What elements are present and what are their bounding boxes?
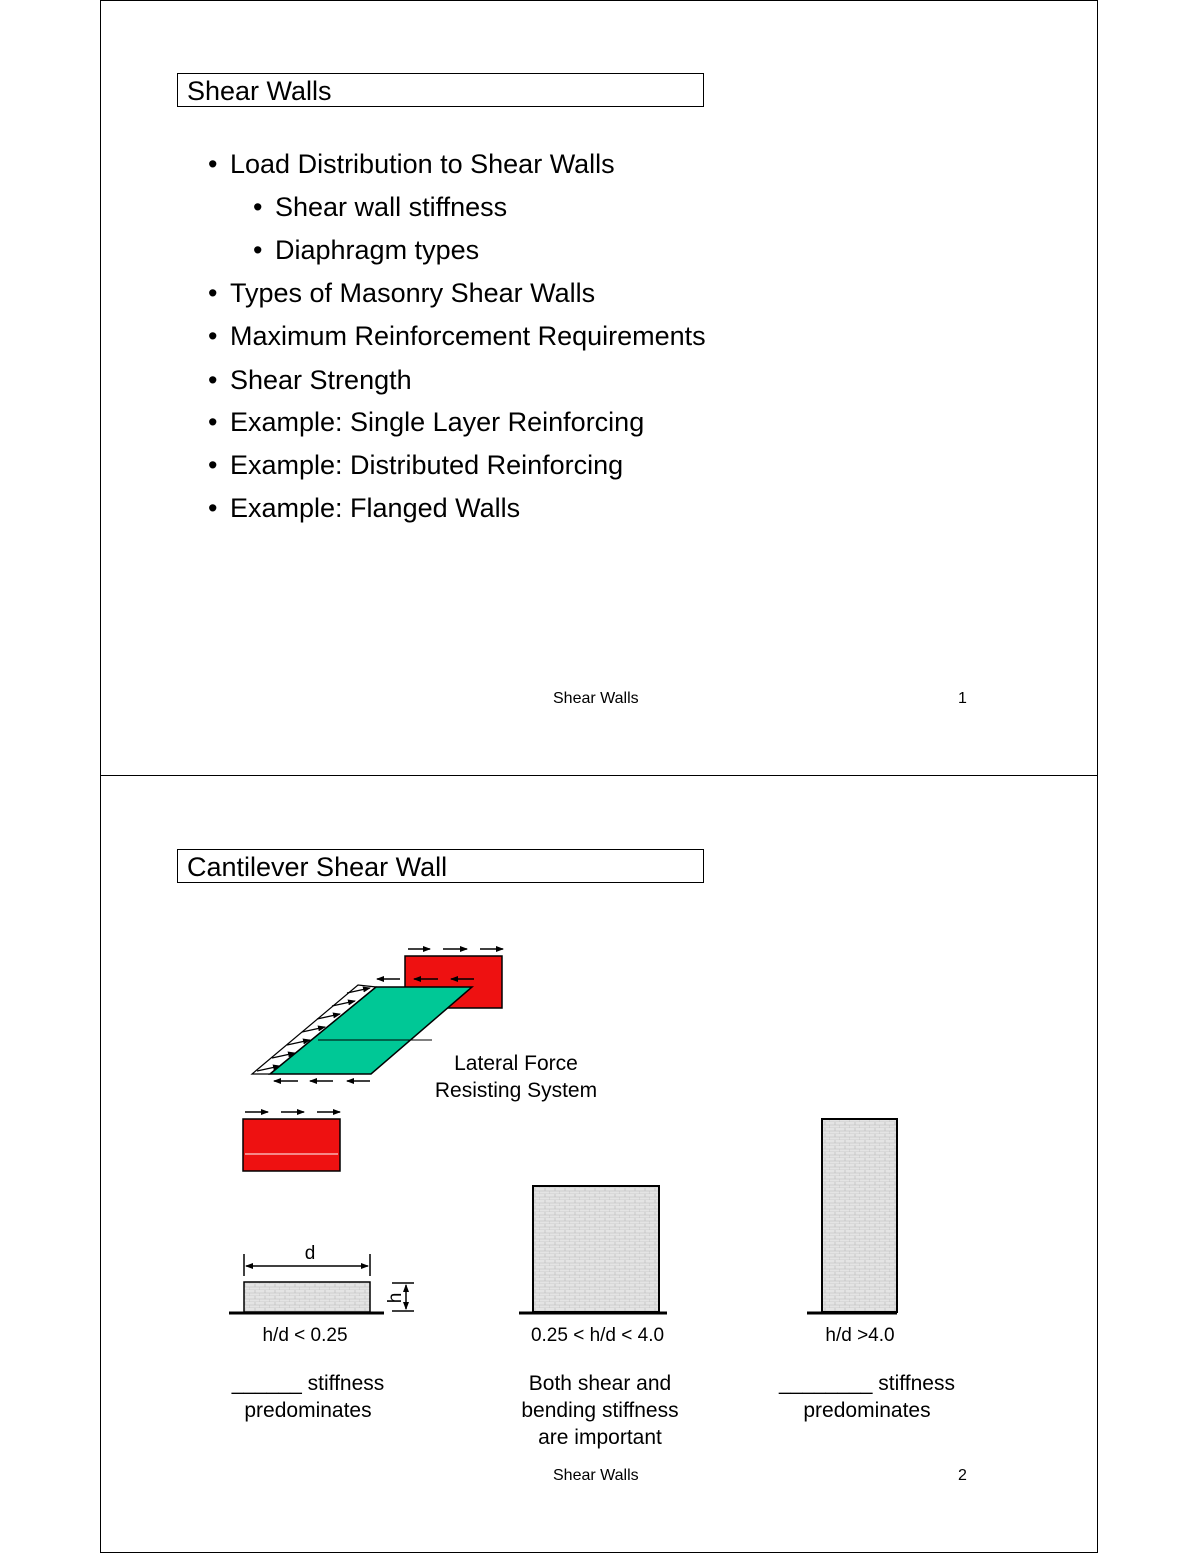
slide-2-page-number: 2: [958, 1467, 967, 1484]
bullet-example-distributed: • Example: Distributed Reinforcing: [230, 449, 623, 481]
bullet-shear-strength: • Shear Strength: [230, 364, 412, 396]
caption-slender: [770, 1370, 964, 1424]
sub-bullet-shear-wall-stiffness: • Shear wall stiffness: [275, 191, 507, 223]
slender-wall: [807, 1119, 897, 1313]
bullet-load-distribution: • Load Distribution to Shear Walls: [230, 148, 615, 180]
caption-medium: [505, 1370, 695, 1451]
medium-wall: [519, 1186, 667, 1313]
slide-2-footer: Shear Walls: [553, 1467, 639, 1484]
dimension-d-label: d: [304, 1243, 316, 1264]
caption-slender-line-2: predominates: [803, 1399, 931, 1422]
caption-squat: [218, 1370, 398, 1424]
ratio-squat: h/d < 0.25: [262, 1325, 348, 1346]
caption-squat-line-2: predominates: [244, 1399, 372, 1422]
caption-slender-line-1: ________ stiffness: [779, 1372, 955, 1395]
caption-medium-line-2: bending stiffness: [521, 1399, 679, 1422]
caption-medium-line-3: are important: [538, 1426, 662, 1449]
bullet-types-masonry: • Types of Masonry Shear Walls: [230, 277, 595, 309]
slide-2-title: Cantilever Shear Wall: [177, 849, 704, 883]
slide-1-title: Shear Walls: [177, 73, 704, 107]
lower-shear-wall: [243, 1112, 340, 1171]
bullet-example-single-layer: • Example: Single Layer Reinforcing: [230, 406, 644, 438]
lateral-force-system-label: [430, 1050, 602, 1104]
caption-medium-line-1: Both shear and: [528, 1372, 672, 1395]
bullet-example-flanged: • Example: Flanged Walls: [230, 492, 520, 524]
slide-1-page-number: 1: [958, 690, 967, 707]
ratio-slender: h/d >4.0: [825, 1325, 895, 1346]
bullet-max-reinforcement: • Maximum Reinforcement Requirements: [230, 320, 706, 352]
system-label-line-1: Lateral Force: [454, 1052, 578, 1075]
dimension-h-label: h: [385, 1292, 406, 1304]
system-label-line-2: Resisting System: [434, 1079, 598, 1102]
slide-1-footer: Shear Walls: [553, 690, 639, 707]
sub-bullet-diaphragm-types: • Diaphragm types: [275, 234, 479, 266]
caption-squat-line-1: ______ stiffness: [231, 1372, 385, 1395]
ratio-medium: 0.25 < h/d < 4.0: [530, 1325, 665, 1346]
